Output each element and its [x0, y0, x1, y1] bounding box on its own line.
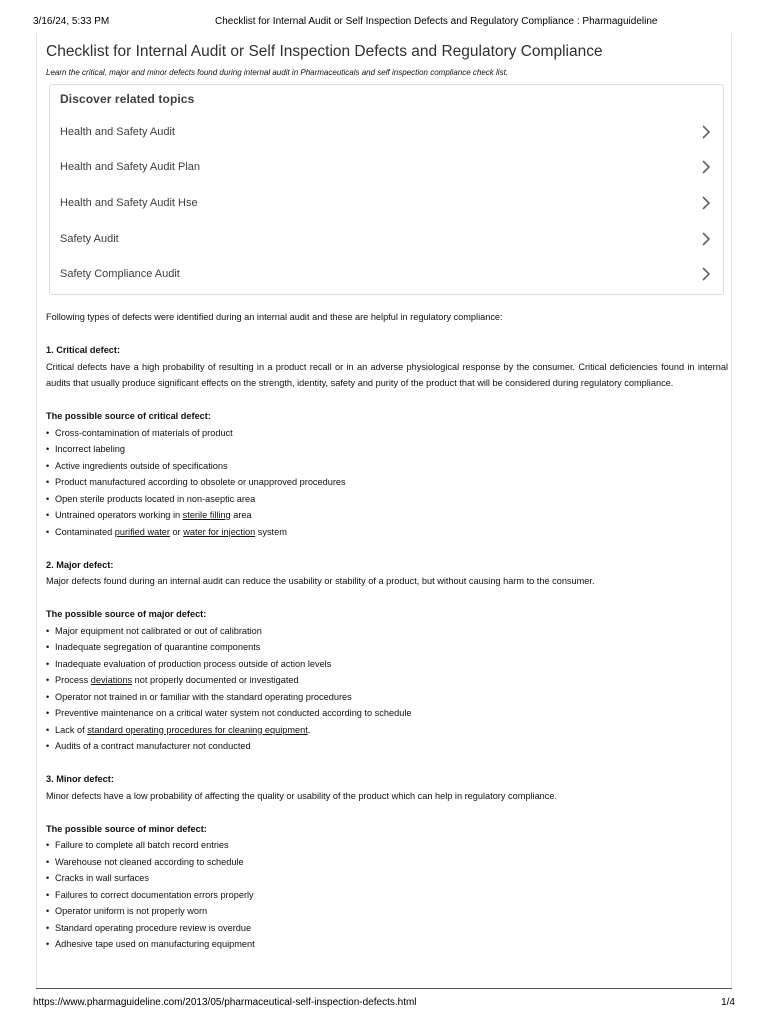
print-url: https://www.pharmaguideline.com/2013/05/pharmaceutical-self-inspection-defects.html [33, 997, 417, 1008]
water-for-injection-link[interactable]: water for injection [183, 526, 256, 537]
content-frame-bottom-border [36, 988, 732, 989]
chevron-right-icon [699, 230, 713, 248]
list-item: • Contaminated purified water or water for injection system [46, 524, 728, 541]
related-topic-health-and-safety-audit-hse[interactable] [50, 185, 723, 220]
list-item: • Incorrect labeling [46, 441, 728, 458]
list-item: • Warehouse not cleaned according to schedule [46, 854, 728, 871]
list-item: • Failure to complete all batch record entries [46, 837, 728, 854]
list-item: • Operator uniform is not properly worn [46, 903, 728, 920]
list-item: • Lack of standard operating procedures for cleaning equipment. [46, 722, 728, 739]
list-item: • Preventive maintenance on a critical water system not conducted according to schedule [46, 705, 728, 722]
related-topic-label: Safety Audit [60, 233, 119, 245]
list-item: • Failures to correct documentation errors properly [46, 887, 728, 904]
page-number: 1/4 [721, 997, 735, 1008]
related-topic-safety-audit[interactable] [50, 221, 723, 256]
list-item: • Audits of a contract manufacturer not conducted [46, 738, 728, 755]
list-item: • Cross-contamination of materials of product [46, 425, 728, 442]
related-topics-panel [49, 84, 724, 295]
related-topic-health-and-safety-audit[interactable] [50, 114, 723, 149]
related-topic-health-and-safety-audit-plan[interactable] [50, 149, 723, 184]
article-title: Checklist for Internal Audit or Self Inspection Defects and Regulatory Compliance [46, 43, 603, 60]
intro-paragraph: Following types of defects were identified during an internal audit and these are helpful in regulatory compliance: [46, 312, 503, 322]
list-item: • Open sterile products located in non-aseptic area [46, 491, 728, 508]
list-item: • Operator not trained in or familiar with the standard operating procedures [46, 689, 728, 706]
related-topic-safety-compliance-audit[interactable] [50, 256, 723, 291]
print-doc-title: Checklist for Internal Audit or Self Inspection Defects and Regulatory Compliance : Pharmaguideline [215, 16, 658, 27]
major-defect-heading: 2. Major defect: [46, 559, 114, 570]
list-item: • Inadequate segregation of quarantine components [46, 639, 728, 656]
related-topic-label: Safety Compliance Audit [60, 268, 180, 280]
critical-source-heading: The possible source of critical defect: [46, 411, 211, 421]
purified-water-link[interactable]: purified water [114, 526, 170, 537]
article-body [46, 309, 728, 953]
article-description: Learn the critical, major and minor defects found during internal audit in Pharmaceuticals and self inspection compliance check list. [46, 68, 509, 77]
print-footer [33, 996, 735, 1010]
chevron-right-icon [699, 123, 713, 141]
sterile-filling-link[interactable]: sterile filling [182, 510, 231, 520]
list-item: • Process deviations not properly documented or investigated [46, 672, 728, 689]
major-source-heading: The possible source of major defect: [46, 609, 207, 619]
related-topic-label: Health and Safety Audit [60, 126, 175, 138]
chevron-right-icon [699, 194, 713, 212]
list-item: • Inadequate evaluation of production process outside of action levels [46, 656, 728, 673]
related-topic-label: Health and Safety Audit Plan [60, 161, 201, 173]
minor-source-list [46, 837, 728, 953]
critical-defect-heading: 1. Critical defect: [46, 345, 121, 355]
list-item: • Major equipment not calibrated or out of calibration [46, 623, 728, 640]
list-item: • Standard operating procedure review is overdue [46, 920, 728, 937]
chevron-right-icon [699, 158, 713, 176]
sop-cleaning-equipment-link[interactable]: standard operating procedures for cleaning equipment [87, 724, 308, 735]
print-header [33, 15, 735, 29]
critical-defect-text: Critical defects have a high probability of resulting in a product recall or in an adverse physiological response by the consumer. Critical deficiencies found in internal audits that usually produce significant effects on the strength, identity, safety and purity of the product that will be considered during regulatory compliance. [46, 361, 728, 388]
related-topics-heading: Discover related topics [60, 92, 195, 106]
list-item: • Untrained operators working in sterile filling area [46, 507, 728, 524]
deviations-link[interactable]: deviations [90, 675, 133, 685]
minor-defect-text: Minor defects have a low probability of affecting the quality or usability of the product which can help in regulatory compliance. [46, 790, 558, 801]
major-defect-text: Major defects found during an internal audit can reduce the usability or stability of a product, but without causing harm to the consumer. [46, 576, 595, 586]
minor-defect-heading: 3. Minor defect: [46, 774, 114, 784]
related-topic-label: Health and Safety Audit Hse [60, 197, 198, 209]
major-source-list [46, 623, 728, 755]
minor-source-heading: The possible source of minor defect: [46, 823, 207, 834]
critical-source-list [46, 425, 728, 541]
content-frame [36, 33, 732, 988]
list-item: • Product manufactured according to obsolete or unapproved procedures [46, 474, 728, 491]
article [46, 33, 728, 949]
list-item: • Cracks in wall surfaces [46, 870, 728, 887]
chevron-right-icon [699, 265, 713, 283]
print-datetime: 3/16/24, 5:33 PM [33, 16, 110, 27]
list-item: • Active ingredients outside of specifications [46, 458, 728, 475]
list-item: • Adhesive tape used on manufacturing equipment [46, 936, 728, 953]
